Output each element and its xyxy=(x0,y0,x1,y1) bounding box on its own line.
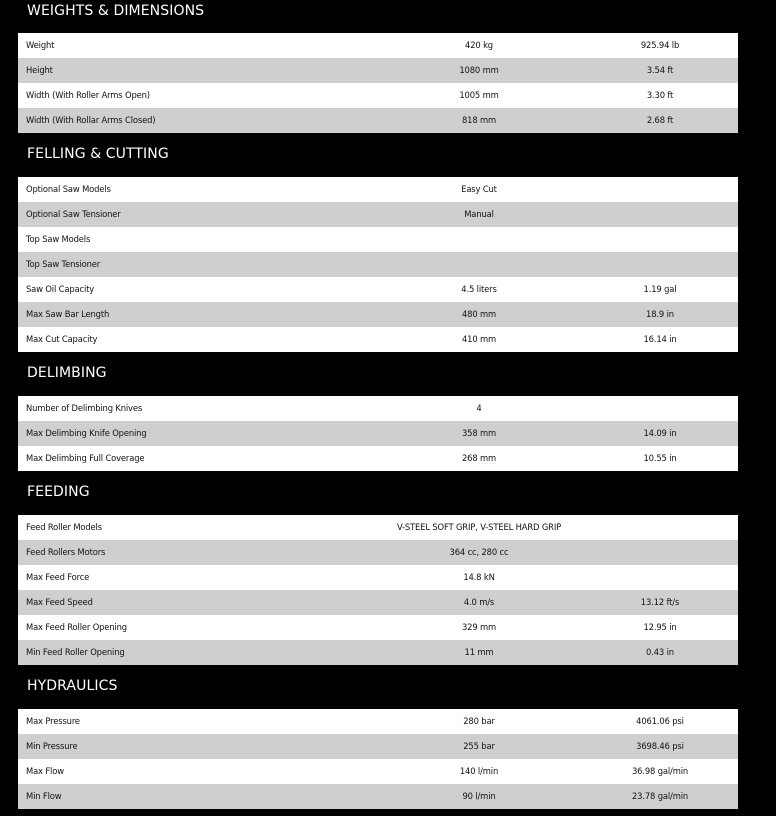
spec-imperial-text: 3698.46 psi xyxy=(636,741,684,751)
table-row xyxy=(18,446,738,471)
spec-metric-text: 364 cc, 280 cc xyxy=(449,547,509,557)
spec-metric-text: 255 bar xyxy=(463,741,495,751)
table-row xyxy=(18,515,738,540)
table-row xyxy=(18,421,738,446)
spec-label: Number of Delimbing Knives xyxy=(26,403,143,413)
table-row xyxy=(18,83,738,108)
spec-imperial-text: 36.98 gal/min xyxy=(631,766,689,776)
spec-label: Max Feed Force xyxy=(26,572,90,582)
table-row xyxy=(18,202,738,227)
spec-metric-text: Manual xyxy=(464,209,494,219)
spec-metric-text: 280 bar xyxy=(463,716,495,726)
spec-label: Optional Saw Tensioner xyxy=(26,209,121,219)
spec-label: Weight xyxy=(26,40,55,50)
spec-label: Optional Saw Models xyxy=(26,184,111,194)
spec-metric-text: 90 l/min xyxy=(462,791,496,801)
table-row xyxy=(18,58,738,83)
spec-label: Max Cut Capacity xyxy=(26,334,98,344)
table-row xyxy=(18,227,738,252)
spec-label: Width (With Roller Arms Open) xyxy=(26,90,150,100)
spec-metric-text: Easy Cut xyxy=(461,184,497,194)
spec-table-delimbing xyxy=(18,396,738,471)
spec-metric-text: 14.8 kN xyxy=(463,572,495,582)
spec-label: Max Flow xyxy=(26,766,64,776)
table-row xyxy=(18,177,738,202)
spec-label: Top Saw Tensioner xyxy=(26,259,101,269)
spec-imperial-text: 23.78 gal/min xyxy=(631,791,689,801)
spec-metric-text: 329 mm xyxy=(461,622,497,632)
section-title-delimbing: DELIMBING xyxy=(27,365,107,381)
spec-metric-text: 268 mm xyxy=(461,453,497,463)
table-row xyxy=(18,302,738,327)
table-row xyxy=(18,33,738,58)
spec-label: Min Pressure xyxy=(26,741,78,751)
table-row xyxy=(18,709,738,734)
spec-label: Width (With Rollar Arms Closed) xyxy=(26,115,156,125)
table-row xyxy=(18,734,738,759)
spec-metric-text: 140 l/min xyxy=(459,766,499,776)
spec-label: Max Delimbing Full Coverage xyxy=(26,453,145,463)
spec-label: Max Pressure xyxy=(26,716,80,726)
spec-label: Max Feed Roller Opening xyxy=(26,622,127,632)
spec-imperial-text: 16.14 in xyxy=(643,334,677,344)
section-title-hydraulics: HYDRAULICS xyxy=(27,678,118,694)
table-row xyxy=(18,784,738,809)
spec-table-felling-and-cutting xyxy=(18,177,738,352)
table-row xyxy=(18,277,738,302)
spec-label: Height xyxy=(26,65,53,75)
spec-metric-text: V-STEEL SOFT GRIP, V-STEEL HARD GRIP xyxy=(396,522,562,532)
table-row xyxy=(18,396,738,421)
spec-label: Min Flow xyxy=(26,791,62,801)
spec-label: Saw Oil Capacity xyxy=(26,284,95,294)
spec-metric-text: 480 mm xyxy=(461,309,497,319)
spec-imperial-text: 4061.06 psi xyxy=(636,716,684,726)
section-title-weights-and-dimensions: WEIGHTS & DIMENSIONS xyxy=(27,3,205,19)
spec-metric-text: 358 mm xyxy=(461,428,497,438)
spec-table-hydraulics xyxy=(18,709,738,809)
spec-label: Max Saw Bar Length xyxy=(26,309,110,319)
table-row xyxy=(18,108,738,133)
spec-imperial-text: 18.9 in xyxy=(646,309,674,319)
spec-imperial-text: 0.43 in xyxy=(646,647,674,657)
table-row xyxy=(18,327,738,352)
table-row xyxy=(18,640,738,665)
spec-metric-text: 4 xyxy=(476,403,482,413)
spec-label: Max Feed Speed xyxy=(26,597,93,607)
spec-metric-text: 1005 mm xyxy=(459,90,499,100)
spec-imperial-text: 1.19 gal xyxy=(643,284,677,294)
table-row xyxy=(18,565,738,590)
spec-label: Max Delimbing Knife Opening xyxy=(26,428,147,438)
section-title-felling-and-cutting: FELLING & CUTTING xyxy=(27,146,169,162)
spec-metric-text: 420 kg xyxy=(465,40,493,50)
spec-metric-text: 4.5 liters xyxy=(461,284,497,294)
spec-metric-text: 1080 mm xyxy=(459,65,499,75)
spec-metric-text: 410 mm xyxy=(461,334,497,344)
table-row xyxy=(18,540,738,565)
spec-imperial-text: 3.54 ft xyxy=(646,65,674,75)
spec-label: Feed Roller Models xyxy=(26,522,102,532)
table-row xyxy=(18,590,738,615)
spec-imperial-text: 12.95 in xyxy=(643,622,677,632)
spec-table-weights-and-dimensions xyxy=(18,33,738,133)
spec-metric-text: 4.0 m/s xyxy=(463,597,495,607)
spec-imperial-text: 2.68 ft xyxy=(646,115,674,125)
spec-imperial-text: 3.30 ft xyxy=(646,90,674,100)
section-title-feeding: FEEDING xyxy=(27,484,90,500)
spec-imperial-text: 925.94 lb xyxy=(640,40,680,50)
spec-imperial-text: 14.09 in xyxy=(643,428,677,438)
spec-label: Top Saw Models xyxy=(26,234,91,244)
spec-table-feeding xyxy=(18,515,738,665)
table-row xyxy=(18,615,738,640)
spec-imperial-text: 10.55 in xyxy=(643,453,677,463)
table-row xyxy=(18,759,738,784)
table-row xyxy=(18,252,738,277)
spec-label: Feed Rollers Motors xyxy=(26,547,106,557)
spec-metric-text: 818 mm xyxy=(461,115,497,125)
spec-imperial-text: 13.12 ft/s xyxy=(640,597,680,607)
spec-label: Min Feed Roller Opening xyxy=(26,647,125,657)
spec-metric-text: 11 mm xyxy=(464,647,494,657)
